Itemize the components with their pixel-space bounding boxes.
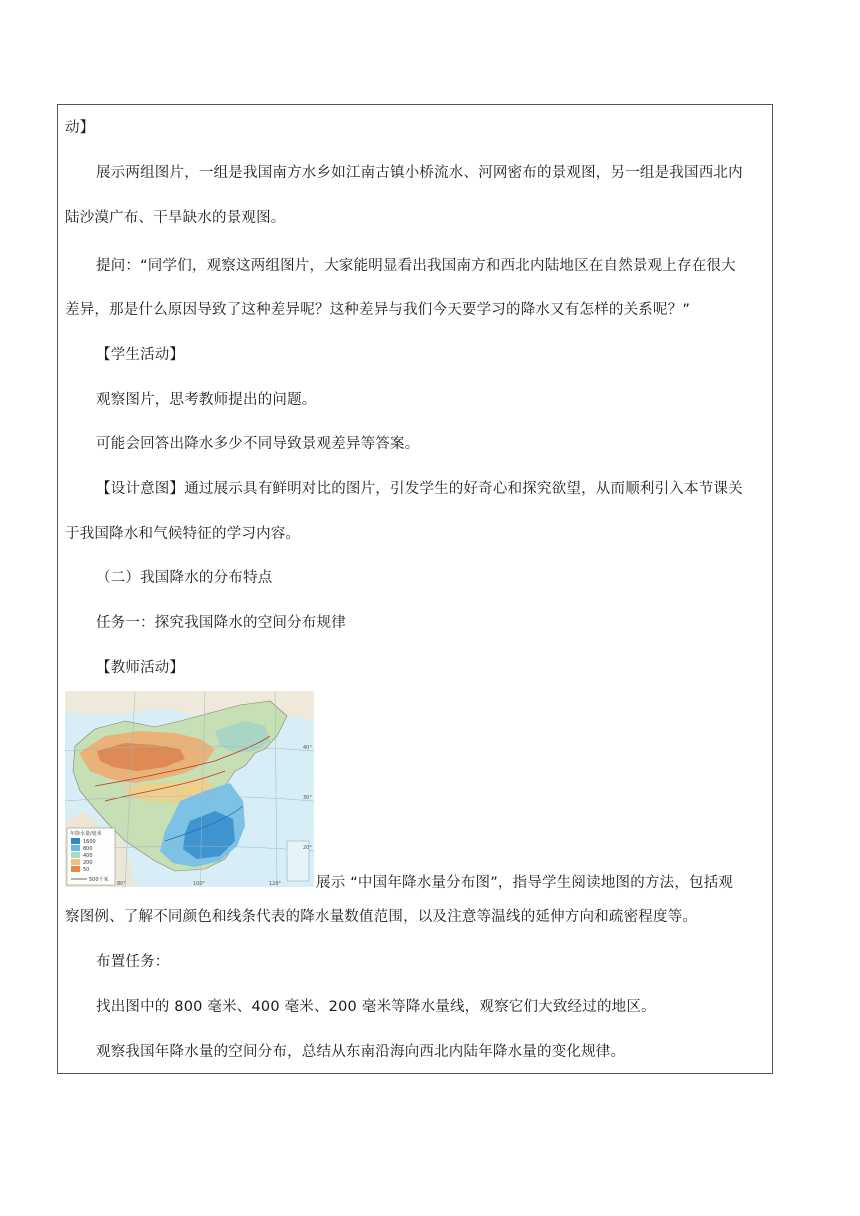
map-lat-label: 30° xyxy=(303,795,312,801)
paragraph-design-line2: 于我国降水和气候特征的学习内容。 xyxy=(65,526,301,542)
map-scale: 500千米 xyxy=(89,877,109,883)
paragraph-fragment: 动】 xyxy=(65,120,95,136)
precipitation-map-image xyxy=(65,691,314,887)
map-legend-value: 50 xyxy=(83,867,90,873)
map-legend-value: 1600 xyxy=(83,839,96,845)
heading-teacher-activity: 【教师活动】 xyxy=(96,660,185,676)
task-heading: 任务一：探究我国降水的空间分布规律 xyxy=(96,615,346,631)
map-legend-value: 200 xyxy=(83,860,93,866)
map-lat-label: 40° xyxy=(303,745,312,751)
content-table-cell xyxy=(57,104,773,1074)
paragraph-question-line2: 差异，那是什么原因导致了这种差异呢？这种差异与我们今天要学习的降水又有怎样的关系呢？” xyxy=(65,302,691,318)
paragraph-map-line1: 展示 “中国年降水量分布图”，指导学生阅读地图的方法，包括观 xyxy=(316,875,734,891)
section-heading: （二）我国降水的分布特点 xyxy=(96,570,273,586)
map-lat-label: 20° xyxy=(303,845,312,851)
paragraph-assign: 布置任务： xyxy=(96,954,170,970)
paragraph-design-line1: 【设计意图】通过展示具有鲜明对比的图片，引发学生的好奇心和探究欲望，从而顺利引入本节课关 xyxy=(96,481,743,497)
paragraph-task-find: 找出图中的 800 毫米、400 毫米、200 毫米等降水量线，观察它们大致经过的地区。 xyxy=(96,999,656,1015)
map-lon-label: 120° xyxy=(269,881,282,887)
paragraph-answer: 可能会回答出降水多少不同导致景观差异等答案。 xyxy=(96,436,420,452)
paragraph-question-line1: 提问：“同学们，观察这两组图片，大家能明显看出我国南方和西北内陆地区在自然景观上存在很大 xyxy=(96,258,736,274)
heading-student-activity: 【学生活动】 xyxy=(96,347,185,363)
map-legend-value: 400 xyxy=(83,853,93,859)
paragraph-task-observe: 观察我国年降水量的空间分布，总结从东南沿海向西北内陆年降水量的变化规律。 xyxy=(96,1044,626,1060)
map-lon-label: 80° xyxy=(117,881,126,887)
map-lon-label: 100° xyxy=(193,881,206,887)
map-legend-value: 800 xyxy=(83,846,93,852)
map-legend-title: 年降水量/毫米 xyxy=(70,831,102,837)
paragraph-map-line2: 察图例、了解不同颜色和线条代表的降水量数值范围，以及注意等温线的延伸方向和疏密程度等。 xyxy=(65,909,698,925)
paragraph-intro-line1: 展示两组图片，一组是我国南方水乡如江南古镇小桥流水、河网密布的景观图，另一组是我国西北内 xyxy=(96,165,743,181)
paragraph-observe: 观察图片，思考教师提出的问题。 xyxy=(96,392,317,408)
paragraph-intro-line2: 陆沙漠广布、干旱缺水的景观图。 xyxy=(65,210,286,226)
